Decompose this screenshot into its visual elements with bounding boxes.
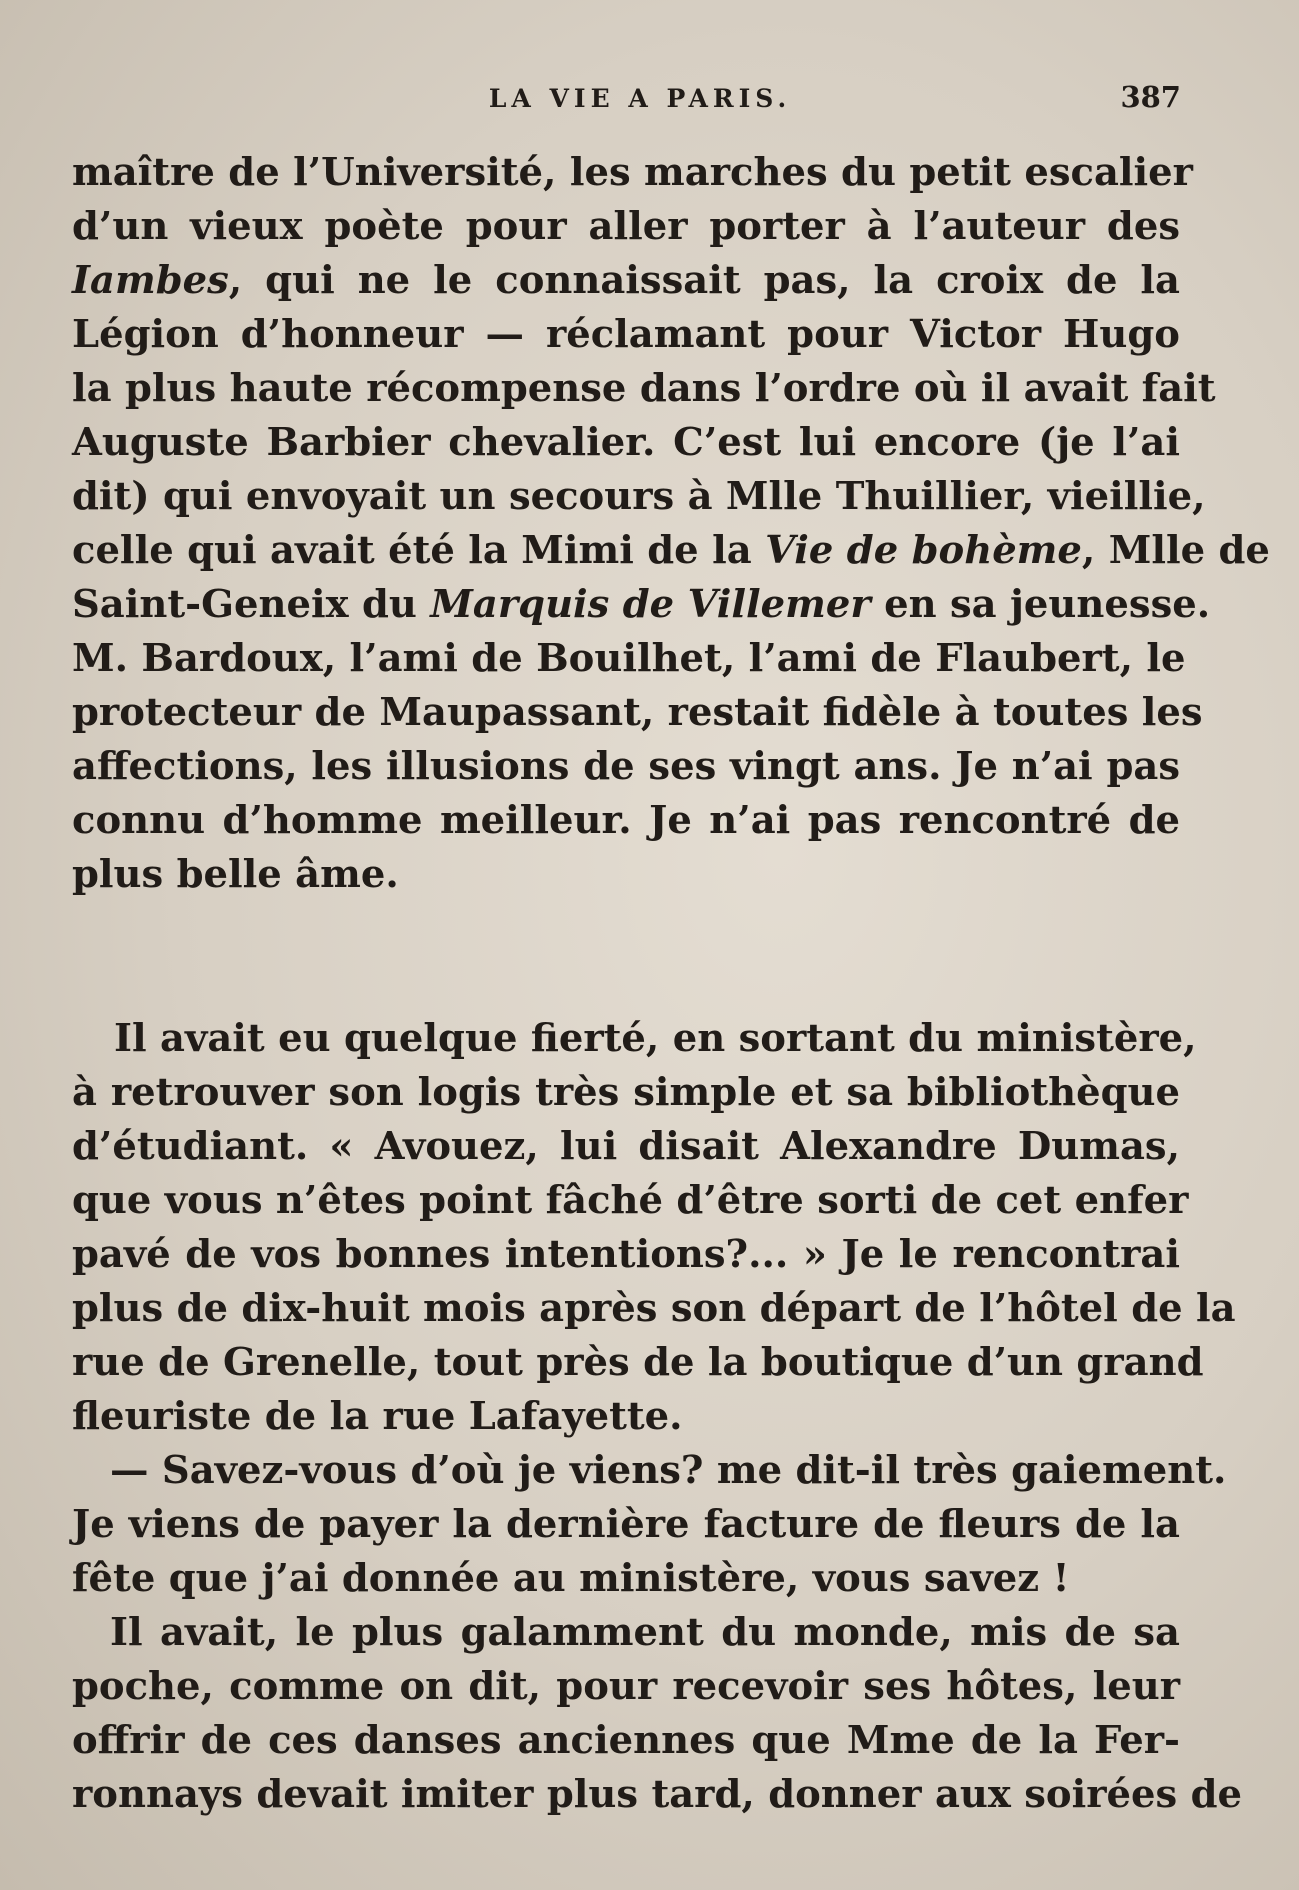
text-line: Auguste Barbier chevalier. C’est lui encore (je l’ai bbox=[72, 420, 1180, 465]
text-line bbox=[72, 524, 1270, 578]
paragraph-2 bbox=[72, 1012, 1243, 1822]
text-line: dit) qui envoyait un secours à Mlle Thuillier, vieillie, bbox=[72, 474, 1206, 519]
running-title: LA VIE A PARIS. bbox=[488, 84, 792, 113]
text-line: d’un vieux poète pour aller porter à l’auteur des bbox=[72, 204, 1180, 249]
text-line: d’étudiant. « Avouez, lui disait Alexandre Dumas, bbox=[72, 1124, 1180, 1169]
text-segment: , qui ne le connaissait pas, la croix de la bbox=[228, 258, 1180, 303]
text-line: Légion d’honneur — réclamant pour Victor Hugo bbox=[72, 312, 1180, 357]
paragraph-1 bbox=[72, 146, 1270, 902]
text-line: pavé de vos bonnes intentions?... » Je le rencontrai bbox=[72, 1232, 1180, 1277]
text-segment: celle qui avait été la Mimi de la bbox=[72, 528, 766, 573]
text-line: poche, comme on dit, pour recevoir ses hôtes, leur bbox=[72, 1664, 1180, 1709]
text-line: maître de l’Université, les marches du petit escalier bbox=[72, 150, 1193, 195]
text-line: Il avait, le plus galamment du monde, mis de sa bbox=[110, 1610, 1180, 1655]
text-line: que vous n’êtes point fâché d’être sorti de cet enfer bbox=[72, 1178, 1189, 1223]
text-segment: Saint-Geneix du bbox=[72, 582, 431, 627]
italic-title: Iambes bbox=[72, 258, 229, 303]
text-line: la plus haute récompense dans l’ordre où il avait fait bbox=[72, 366, 1216, 411]
text-line: plus de dix-huit mois après son départ de l’hôtel de la bbox=[72, 1286, 1236, 1331]
text-line: — Savez-vous d’où je viens? me dit-il très gaiement. bbox=[110, 1448, 1227, 1493]
italic-title: Marquis de Villemer bbox=[430, 582, 871, 627]
text-line: fleuriste de la rue Lafayette. bbox=[72, 1394, 683, 1439]
text-segment: en sa jeunesse. bbox=[870, 582, 1211, 627]
text-line: M. Bardoux, l’ami de Bouilhet, l’ami de Flaubert, le bbox=[72, 636, 1186, 681]
text-line: offrir de ces danses anciennes que Mme de la Fer- bbox=[72, 1718, 1180, 1763]
text-line bbox=[72, 578, 1211, 632]
text-line: rue de Grenelle, tout près de la boutique d’un grand bbox=[72, 1340, 1204, 1385]
text-line bbox=[72, 254, 1180, 308]
page-number: 387 bbox=[1120, 80, 1181, 114]
italic-title: Vie de bohème bbox=[765, 528, 1082, 573]
text-line: connu d’homme meilleur. Je n’ai pas rencontré de bbox=[72, 798, 1180, 843]
text-line: fête que j’ai donnée au ministère, vous savez ! bbox=[72, 1556, 1070, 1601]
text-line: ronnays devait imiter plus tard, donner aux soirées de bbox=[72, 1772, 1243, 1817]
text-line: à retrouver son logis très simple et sa bibliothèque bbox=[72, 1070, 1180, 1115]
text-line: protecteur de Maupassant, restait fidèle à toutes les bbox=[72, 690, 1203, 735]
text-line: plus belle âme. bbox=[72, 852, 399, 897]
text-line: affections, les illusions de ses vingt ans. Je n’ai pas bbox=[72, 744, 1180, 789]
text-line: Je viens de payer la dernière facture de fleurs de la bbox=[72, 1502, 1180, 1547]
text-line: Il avait eu quelque fierté, en sortant du ministère, bbox=[114, 1016, 1197, 1061]
text-segment: , Mlle de bbox=[1081, 528, 1270, 573]
